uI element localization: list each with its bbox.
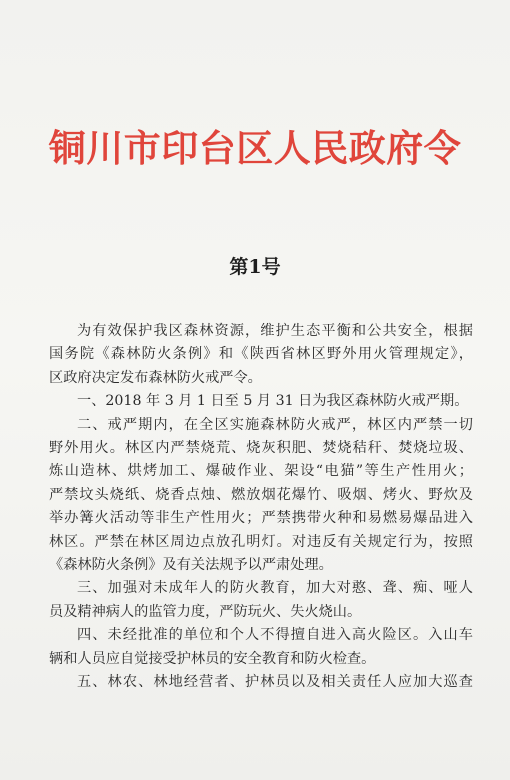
body-line: 炼山造林、烘烤加工、爆破作业、架设“电猫”等生产性用火； — [49, 463, 473, 480]
body-line: 区政府决定发布森林防火戒严令。 — [49, 369, 262, 386]
body-line: 五、林农、林地经营者、护林员以及相关责任人应加大巡查 — [77, 674, 473, 691]
body-line: 野外用火。林区内严禁烧荒、烧灰积肥、焚烧秸秆、焚烧垃圾、 — [49, 440, 473, 457]
body-line: 三、加强对未成年人的防火教育，加大对憨、聋、痴、哑人 — [77, 580, 473, 597]
document-title: 铜川市印台区人民政府令 — [48, 127, 462, 170]
body-line: 四、未经批准的单位和个人不得擅自进入高火险区。入山车 — [77, 627, 473, 644]
order-number: 第1号 — [229, 256, 281, 278]
body-line: 严禁坟头烧纸、烧香点烛、燃放烟花爆竹、吸烟、烤火、野炊及 — [49, 486, 473, 503]
body-line: 一、2018 年 3 月 1 日至 5 月 31 日为我区森林防火戒严期。 — [77, 393, 469, 410]
body-line: 辆和人员应自觉接受护林员的安全教育和防火检查。 — [49, 650, 376, 667]
body-line: 二、戒严期内，在全区实施森林防火戒严，林区内严禁一切 — [77, 416, 473, 433]
body-line: 为有效保护我区森林资源，维护生态平衡和公共安全，根据 — [77, 323, 473, 339]
body-line: 举办篝火活动等非生产性用火；严禁携带火种和易燃易爆品进入 — [49, 510, 473, 527]
body-line: 员及精神病人的监管力度，严防玩火、失火烧山。 — [49, 603, 362, 620]
body-line: 《森林防火条例》及有关法规予以严肃处理。 — [49, 557, 333, 574]
document-body — [49, 320, 473, 695]
body-line: 林区。严禁在林区周边点放孔明灯。对违反有关规定行为，按照 — [49, 533, 473, 550]
body-line: 国务院《森林防火条例》和《陕西省林区野外用火管理规定》， — [49, 346, 473, 363]
